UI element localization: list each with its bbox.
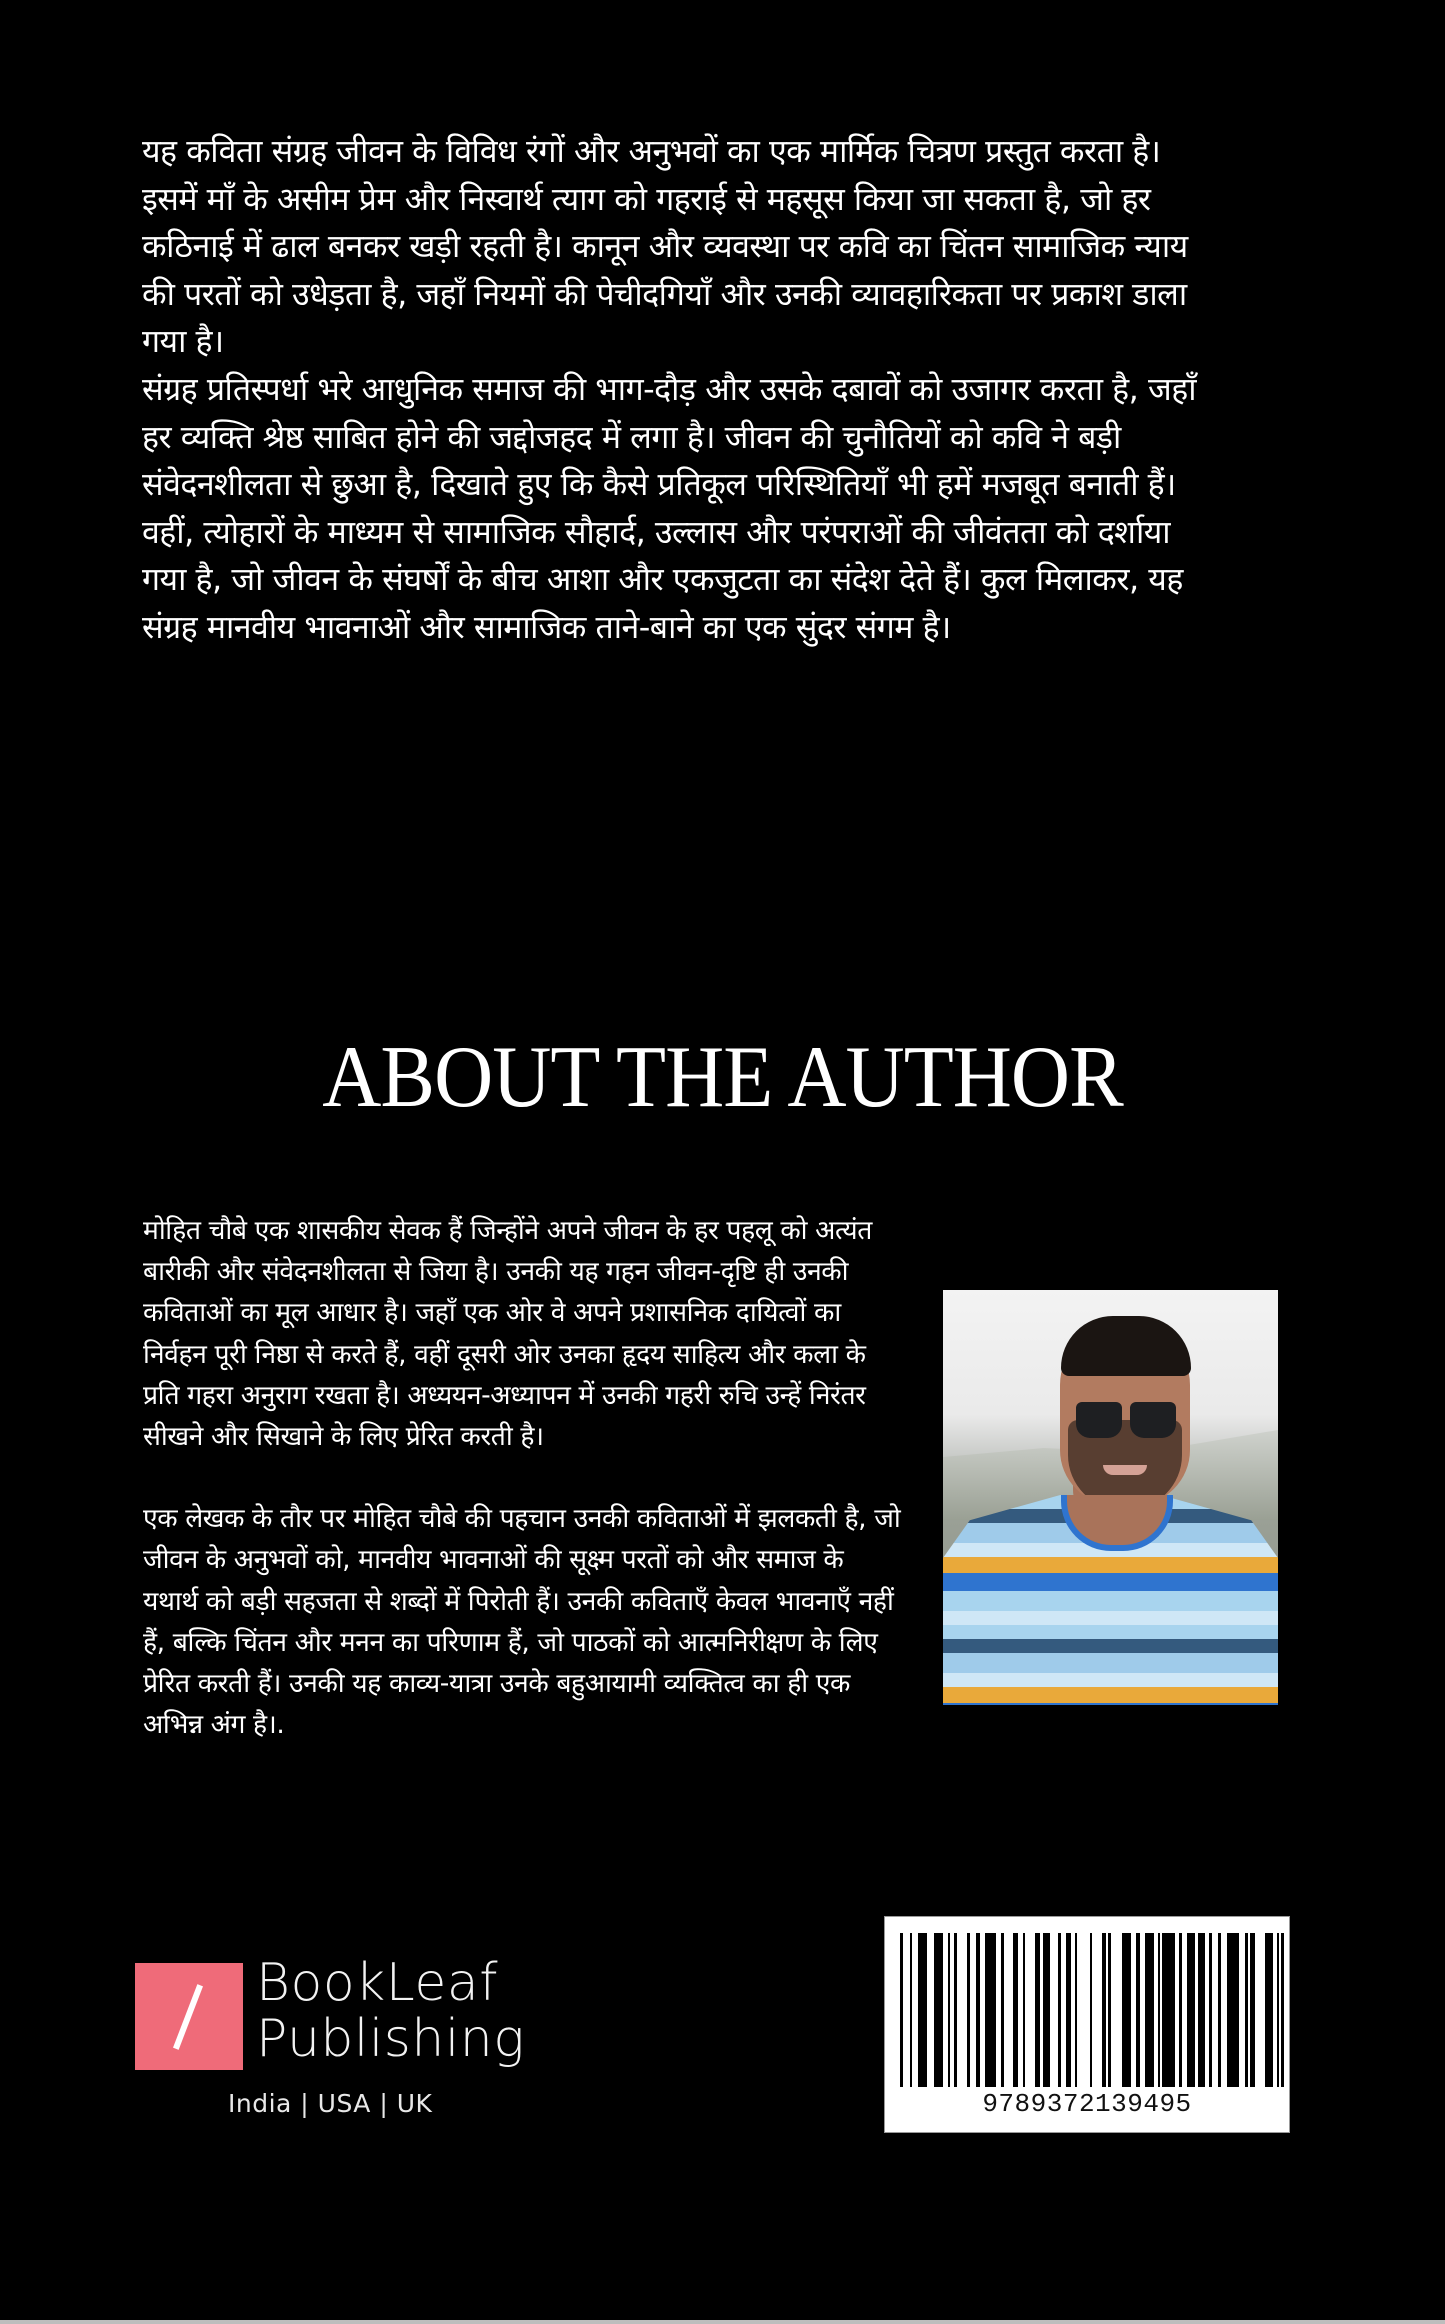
- author-photo: [943, 1290, 1278, 1705]
- publisher-regions: India | USA | UK: [228, 2089, 433, 2118]
- publisher-name: [256, 1955, 525, 2067]
- isbn-barcode: [884, 1916, 1290, 2133]
- publisher-logo: [135, 1953, 535, 2133]
- book-synopsis: [142, 128, 1222, 652]
- synopsis-paragraph: संग्रह प्रतिस्पर्धा भरे आधुनिक समाज की भाग-दौड़ और उसके दबावों को उजागर करता है, जहाँ हर व्यक्ति श्रेष्ठ साबित होने की जद्दोजहद में लगा है। जीवन की चुनौतियों को कवि ने बड़ी संवेदनशीलता से छुआ है, दिखाते हुए कि कैसे प्रतिकूल परिस्थितियाँ भी हमें मजबूत बनाती हैं। वहीं, त्योहारों के माध्यम से सामाजिक सौहार्द, उल्लास और परंपराओं की जीवंतता को दर्शाया गया है, जो जीवन के संघर्षों के बीच आशा और एकजुटता का संदेश देते हैं। कुल मिलाकर, यह संग्रह मानवीय भावनाओं और सामाजिक ताने-बाने का एक सुंदर संगम है।: [142, 369, 1197, 646]
- slash-icon: [135, 1963, 243, 2070]
- sunglasses-right-lens: [1130, 1402, 1176, 1438]
- publisher-name-line1: BookLeaf: [256, 1953, 499, 2013]
- about-author-heading: ABOUT THE AUTHOR: [322, 1029, 1123, 1126]
- isbn-number: 9789372139495: [982, 2089, 1192, 2119]
- synopsis-paragraph: यह कविता संग्रह जीवन के विविध रंगों और अनुभवों का एक मार्मिक चित्रण प्रस्तुत करता है। इसमें माँ के असीम प्रेम और निस्वार्थ त्याग को गहराई से महसूस किया जा सकता है, जो हर कठिनाई में ढाल बनकर खड़ी रहती है। कानून और व्यवस्था पर कवि का चिंतन सामाजिक न्याय की परतों को उधेड़ता है, जहाँ नियमों की पेचीदगियाँ और उनकी व्यावहारिकता पर प्रकाश डाला गया है।: [142, 132, 1188, 361]
- page-edge: [0, 2320, 1445, 2324]
- author-bio: [143, 1210, 903, 1745]
- sunglasses-left-lens: [1076, 1402, 1122, 1438]
- photo-smile: [1103, 1465, 1147, 1475]
- photo-hair: [1061, 1316, 1191, 1376]
- publisher-name-line2: Publishing: [256, 2009, 525, 2069]
- author-bio-paragraph: एक लेखक के तौर पर मोहित चौबे की पहचान उनकी कविताओं में झलकती है, जो जीवन के अनुभवों को, मानवीय भावनाओं की सूक्ष्म परतों को और समाज के यथार्थ को बड़ी सहजता से शब्दों में पिरोती हैं। उनकी कविताएँ केवल भावनाएँ नहीं हैं, बल्कि चिंतन और मनन का परिणाम हैं, जो पाठकों को आत्मनिरीक्षण के लिए प्रेरित करती हैं। उनकी यह काव्य-यात्रा उनके बहुआयामी व्यक्तित्व का ही एक अभिन्न अंग है।.: [143, 1503, 901, 1741]
- author-bio-paragraph: मोहित चौबे एक शासकीय सेवक हैं जिन्होंने अपने जीवन के हर पहलू को अत्यंत बारीकी और संवेदनशीलता से जिया है। उनकी यह गहन जीवन-दृष्टि ही उनकी कविताओं का मूल आधार है। जहाँ एक ओर वे अपने प्रशासनिक दायित्वों का निर्वहन पूरी निष्ठा से करते हैं, वहीं दूसरी ओर उनका हृदय साहित्य और कला के प्रति गहरा अनुराग रखता है। अध्ययन-अध्यापन में उनकी गहरी रुचि उन्हें निरंतर सीखने और सिखाने के लिए प्रेरित करती है।: [143, 1215, 872, 1453]
- barcode-icon: [900, 1933, 1280, 2087]
